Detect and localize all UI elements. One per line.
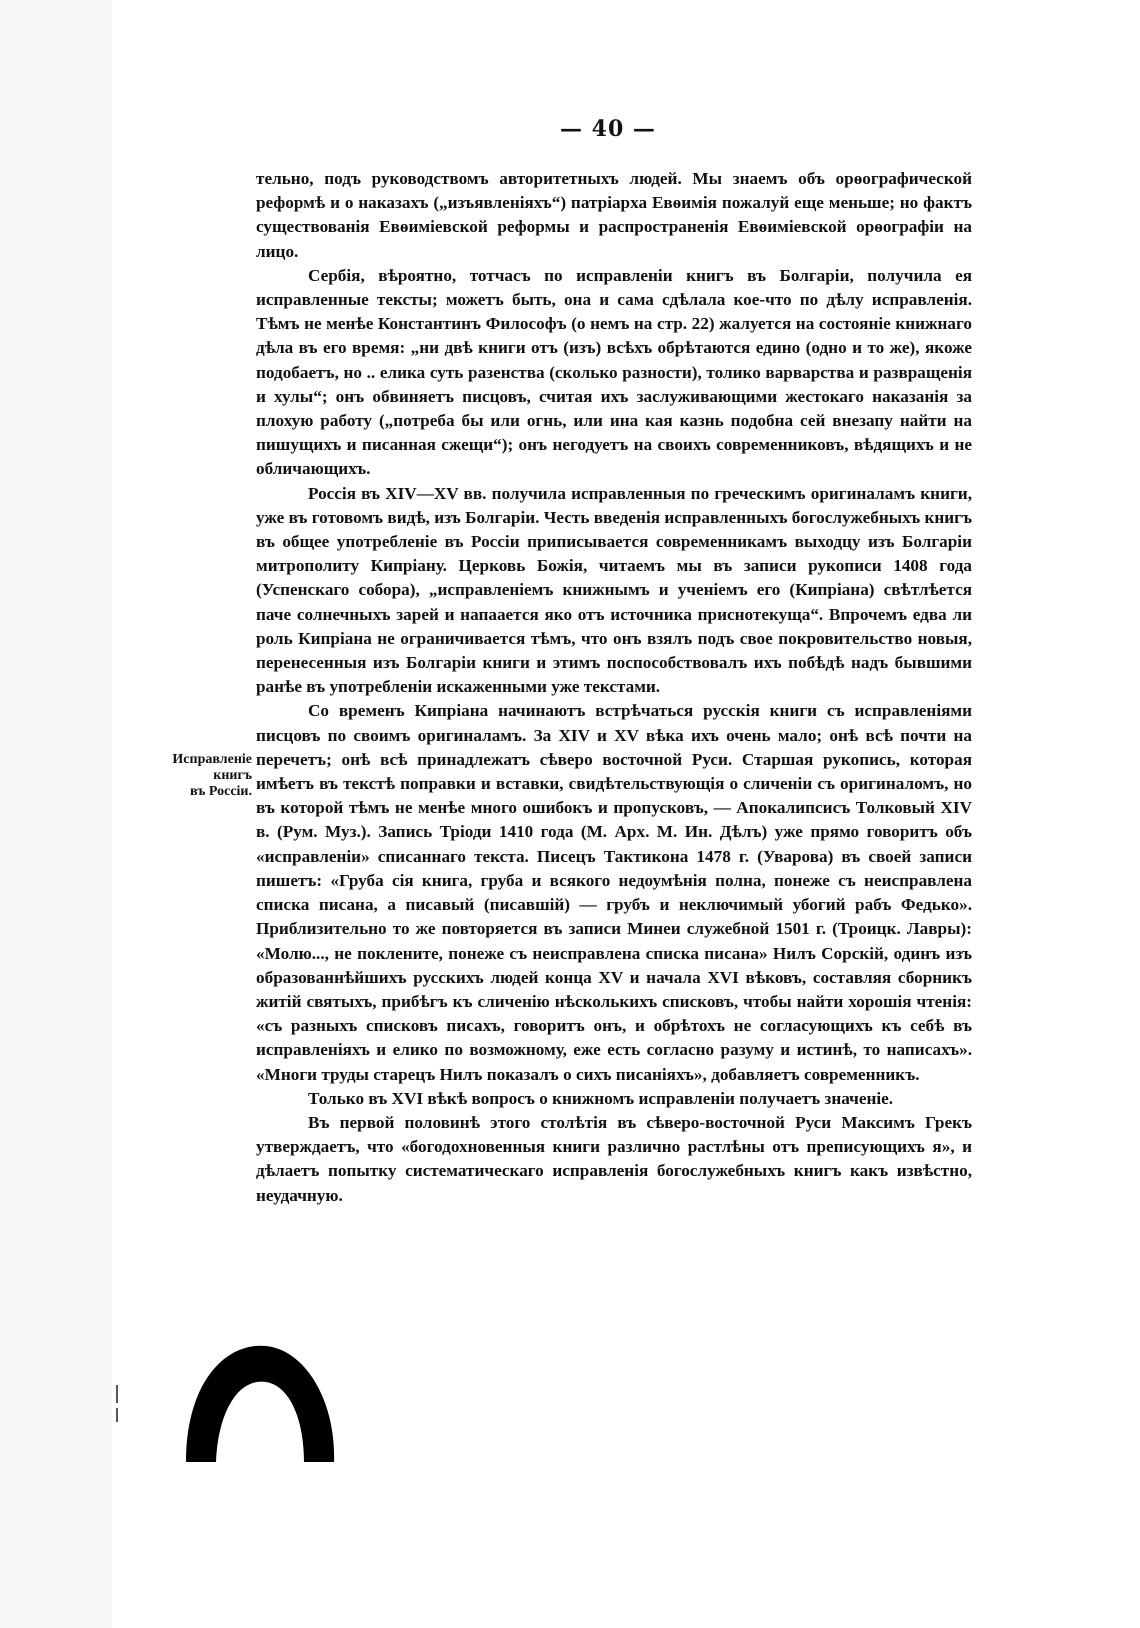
main-text (256, 167, 972, 1208)
margin-note-line: Исправленіе (172, 752, 252, 767)
margin-note (140, 752, 252, 800)
page-number: — 40 — (560, 116, 656, 142)
ink-blot (186, 1342, 336, 1462)
scan-mark (116, 1408, 118, 1422)
paragraph: Въ первой половинѣ этого столѣтія въ сѣверо-восточной Руси Максимъ Грекъ утверждаетъ, что «богодохновенныя книги различно растлѣны отъ преписующихъ я», и дѣлаетъ попытку систематическаго исправленія богослужебныхъ книгъ какъ извѣстно, неудачную. (256, 1112, 972, 1205)
margin-note-line: книгъ (213, 768, 252, 783)
paragraph: Со временъ Кипріана начинаютъ встрѣчаться русскія книги съ исправленіями писцовъ по своимъ оригиналамъ. За XIV и XV вѣка ихъ очень мало; онѣ всѣ почти на перечетъ; онѣ всѣ принадлежатъ сѣверо восточной Руси. Старшая рукопись, которая имѣетъ въ текстѣ поправки и вставки, свидѣтельствующія о сличеніи съ оригиналомъ, но въ которой тѣмъ не менѣе много ошибокъ и пропусковъ, — Апокалипсисъ Толковый XIV в. (Рум. Муз.). Запись Тріоди 1410 года (М. Арх. М. Ин. Дѣлъ) уже прямо говоритъ объ «исправленіи» списаннаго текста. Писецъ Тактикона 1478 г. (Уварова) въ своей записи пишетъ: «Груба сія книга, груба и всякого недоумѣнія полна, понеже съ неисправлена списка писана, а писавый (писавшій) — грубъ и неключимый убогий рабъ Федько». Приблизительно то же повторяется въ записи Минеи служебной 1501 г. (Троицк. Лавры): «Молю..., не поклените, понеже съ неисправлена списка писана» Нилъ Сорскій, одинъ изъ образованнѣйшихъ русскихъ людей конца XV и начала XVI вѣковъ, составляя сборникъ житій святыхъ, прибѣгъ къ сличенію нѣсколькихъ списковъ, чтобы найти хорошія чтенія: «съ разныхъ списковъ писахъ, говоритъ онъ, и обрѣтохъ не согласующихъ къ себѣ въ исправленіяхъ и елико по возможному, еже есть согласно разуму и истинѣ, то написахъ». «Многи труды старецъ Нилъ показалъ о сихъ писаніяхъ», добавляетъ современникъ. (256, 701, 972, 1084)
paragraph: Сербія, вѣроятно, тотчасъ по исправленіи книгъ въ Болгаріи, получила ея исправленные тексты; можетъ быть, она и сама сдѣлала кое-что по дѣлу исправленія. Тѣмъ не менѣе Константинъ Философъ (о немъ на стр. 22) жалуется на состояніе книжнаго дѣла въ его время: „ни двѣ книги отъ (изъ) всѣхъ обрѣтаются едино (одно и то же), якоже подобаетъ, но .. елика суть разенства (сколько разности), толико варварства и развращенія и хулы“; онъ обвиняетъ писцовъ, считая ихъ заслуживающими жестокаго наказанія за плохую работу („потреба бы или огнь, или ина кая казнь подобна сей внезапу найти на пишущихъ и писанная сжещи“); онъ негодуетъ на своихъ современниковъ, вѣдящихъ и не обличающихъ. (256, 265, 972, 479)
margin-note-line: въ Россіи. (190, 784, 252, 799)
paragraph: Только въ XVI вѣкѣ вопросъ о книжномъ исправленіи получаетъ значеніе. (308, 1088, 894, 1108)
page-margin-shadow (0, 0, 112, 1628)
paragraph: Россія въ XIV—XV вв. получила исправленныя по греческимъ оригиналамъ книги, уже въ готовомъ видѣ, изъ Болгаріи. Честь введенія исправленныхъ богослужебныхъ книгъ въ общее употребленіе въ Россіи приписывается современникамъ выходцу изъ Болгаріи митрополиту Кипріану. Церковь Божія, читаемъ мы въ записи рукописи 1408 года (Успенскаго собора), „исправленіемъ книжнымъ и ученіемъ его (Кипріана) свѣтлѣется паче солнечныхъ зарей и напаается яко отъ источника приснотекуща“. Впрочемъ едва ли роль Кипріана не ограничивается тѣмъ, что онъ взялъ подъ свое покровительство новыя, перенесенныя изъ Болгаріи книги и этимъ поспособствовалъ ихъ побѣдѣ надъ бывшими ранѣе въ употребленіи искаженными уже текстами. (256, 483, 972, 697)
paragraph: тельно, подъ руководствомъ авторитетныхъ людей. Мы знаемъ объ орѳографической реформѣ и о наказахъ („изъявленіяхъ“) патріарха Евѳимія пожалуй еще меньше; но фактъ существованія Евѳиміевской реформы и распространенія Евѳиміевской орѳографіи на лицо. (256, 169, 972, 261)
scan-mark (116, 1385, 118, 1403)
